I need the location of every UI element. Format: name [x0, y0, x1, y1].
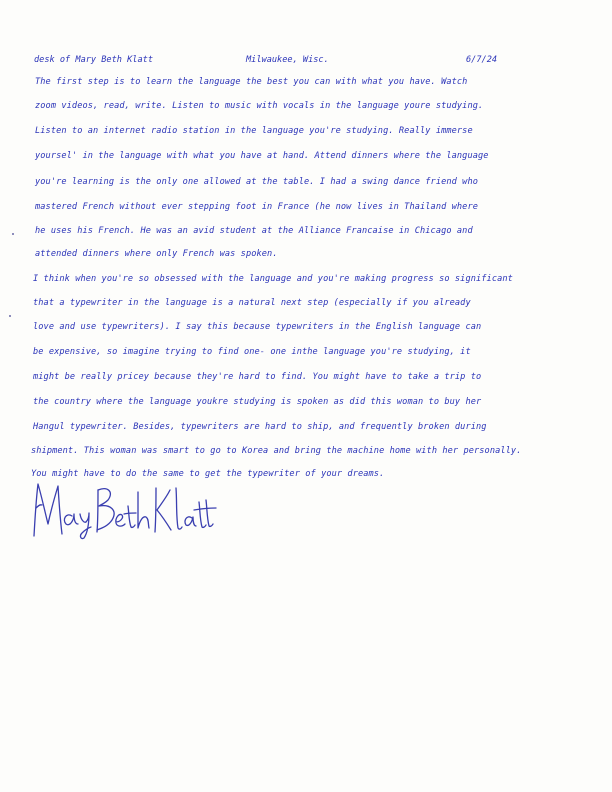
- handwritten-signature: [28, 478, 218, 540]
- body-line: mastered French without ever stepping foot in France (he now lives in Thailand where: [35, 202, 479, 212]
- body-line: the country where the language youkre studying is spoken as did this woman to buy her: [33, 397, 482, 407]
- header-date: 6/7/24: [466, 55, 498, 65]
- body-line: zoom videos, read, write. Listen to music with vocals in the language youre studying.: [35, 101, 484, 111]
- body-line: The first step is to learn the language the best you can with what you have. Watch: [35, 77, 468, 87]
- body-line: love and use typewriters). I say this because typewriters in the English language can: [33, 322, 482, 332]
- paper-speck: [12, 233, 14, 235]
- body-line: Hangul typewriter. Besides, typewriters are hard to ship, and frequently broken during: [33, 422, 487, 432]
- body-line: that a typewriter in the language is a natural next step (especially if you already: [33, 298, 471, 308]
- body-line: might be really pricey because they're hard to find. You might have to take a trip to: [33, 372, 482, 382]
- body-line: shipment. This woman was smart to go to Korea and bring the machine home with her personally.: [31, 446, 522, 456]
- body-line: he uses his French. He was an avid student at the Alliance Francaise in Chicago and: [35, 226, 473, 236]
- body-line: You might have to do the same to get the typewriter of your dreams.: [31, 469, 385, 479]
- body-line: be expensive, so imagine trying to find one- one inthe language you're studying, it: [33, 347, 471, 357]
- paper-speck: [9, 315, 11, 317]
- body-line: you're learning is the only one allowed at the table. I had a swing dance friend who: [35, 177, 479, 187]
- letter-header: [34, 55, 594, 67]
- body-line: attended dinners where only French was spoken.: [35, 249, 278, 259]
- header-desk-of: desk of Mary Beth Klatt: [34, 55, 153, 65]
- header-location: Milwaukee, Wisc.: [246, 55, 329, 65]
- body-line: I think when you're so obsessed with the language and you're making progress so significant: [33, 274, 513, 284]
- body-line: yoursel' in the language with what you have at hand. Attend dinners where the language: [35, 151, 489, 161]
- body-line: Listen to an internet radio station in the language you're studying. Really immerse: [35, 126, 473, 136]
